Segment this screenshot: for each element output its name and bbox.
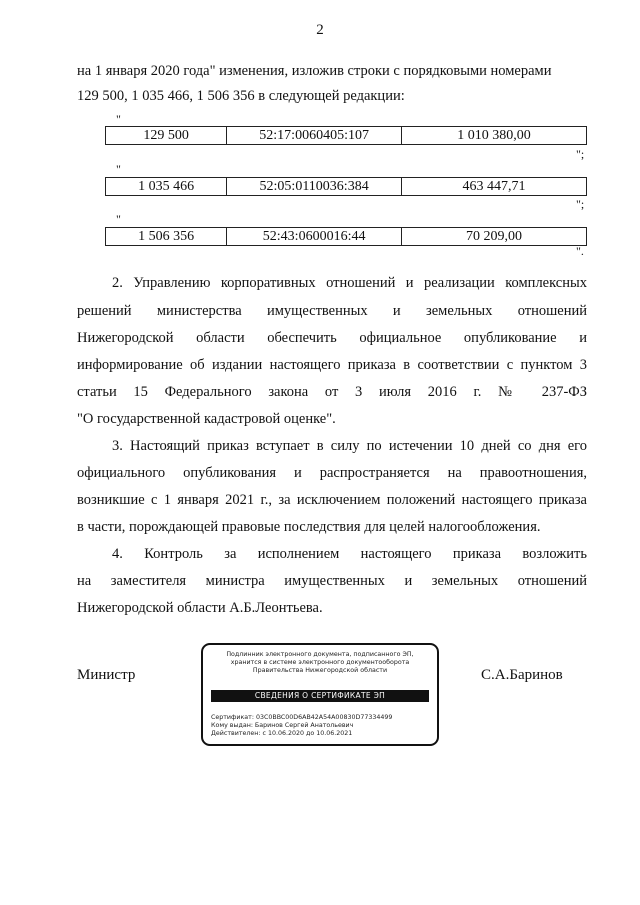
paragraph-4-line: на заместителя министра имущественных и земельных отношений <box>77 573 587 589</box>
stamp-header-line: хранится в системе электронного документооборота <box>230 659 410 666</box>
intro-line-1: на 1 января 2020 года" изменения, изложив строки с порядковыми номерами <box>77 63 552 79</box>
cadastral-value-cell: 1 010 380,00 <box>401 127 586 145</box>
paragraph-3-line: официального опубликования и распространяется на правоотношения, <box>77 465 587 481</box>
row-number-cell: 129 500 <box>106 127 227 145</box>
stamp-certificate-bar: СВЕДЕНИЯ О СЕРТИФИКАТЕ ЭП <box>211 690 429 702</box>
paragraph-3-line: возникшие с 1 января 2021 г., за исключением положений настоящего приказа <box>77 492 587 508</box>
stamp-header-line: Правительства Нижегородской области <box>252 667 388 674</box>
row-number-cell: 1 506 356 <box>106 228 227 246</box>
paragraph-2-line: 2. Управлению корпоративных отношений и реализации комплексных <box>112 275 587 291</box>
stamp-certificate-info <box>211 714 431 738</box>
signer-name: С.А.Баринов <box>481 667 563 683</box>
cadastral-value-cell: 463 447,71 <box>401 178 586 196</box>
table-row <box>105 227 587 246</box>
stamp-header-line: Подлинник электронного документа, подписанного ЭП, <box>226 651 414 658</box>
signer-position: Министр <box>77 667 136 683</box>
close-quote: ". <box>576 244 584 258</box>
cadastral-number-cell: 52:05:0110036:384 <box>227 178 402 196</box>
table-row <box>105 126 587 145</box>
table-row <box>105 177 587 196</box>
paragraph-3-line: 3. Настоящий приказ вступает в силу по истечении 10 дней со дня его <box>112 438 587 454</box>
paragraph-2-line: решений министерства имущественных и земельных отношений <box>77 303 587 319</box>
stamp-header <box>209 651 431 675</box>
paragraph-3-line: в части, порождающей правовые последствия для целей налогообложения. <box>77 519 541 535</box>
page-number: 2 <box>316 22 324 38</box>
paragraph-2-line: информирование об издании настоящего приказа в соответствии с пунктом 3 <box>77 357 587 373</box>
intro-line-2: 129 500, 1 035 466, 1 506 356 в следующей редакции: <box>77 88 405 104</box>
cadastral-number-cell: 52:17:0060405:107 <box>227 127 402 145</box>
close-quote: "; <box>576 197 585 211</box>
open-quote: " <box>116 162 121 176</box>
paragraph-4-line: Нижегородской области А.Б.Леонтьева. <box>77 600 323 616</box>
paragraph-2-line: статьи 15 Федерального закона от 3 июля 2016 г. № 237-ФЗ <box>77 384 587 400</box>
stamp-issued-to: Кому выдан: Баринов Сергей Анатольевич <box>211 722 354 729</box>
paragraph-4-line: 4. Контроль за исполнением настоящего приказа возложить <box>112 546 587 562</box>
stamp-certificate-id: Сертификат: 03C0BBC00D6AB42A54A00830D77334499 <box>211 714 393 721</box>
close-quote: "; <box>576 147 585 161</box>
row-number-cell: 1 035 466 <box>106 178 227 196</box>
stamp-validity: Действителен: с 10.06.2020 до 10.06.2021 <box>211 730 353 737</box>
paragraph-2-line: "О государственной кадастровой оценке". <box>77 411 336 427</box>
open-quote: " <box>116 112 121 126</box>
paragraph-2-line: Нижегородской области обеспечить официальное опубликование и <box>77 330 587 346</box>
electronic-signature-stamp <box>201 643 439 746</box>
cadastral-number-cell: 52:43:0600016:44 <box>227 228 402 246</box>
open-quote: " <box>116 212 121 226</box>
cadastral-value-cell: 70 209,00 <box>401 228 586 246</box>
